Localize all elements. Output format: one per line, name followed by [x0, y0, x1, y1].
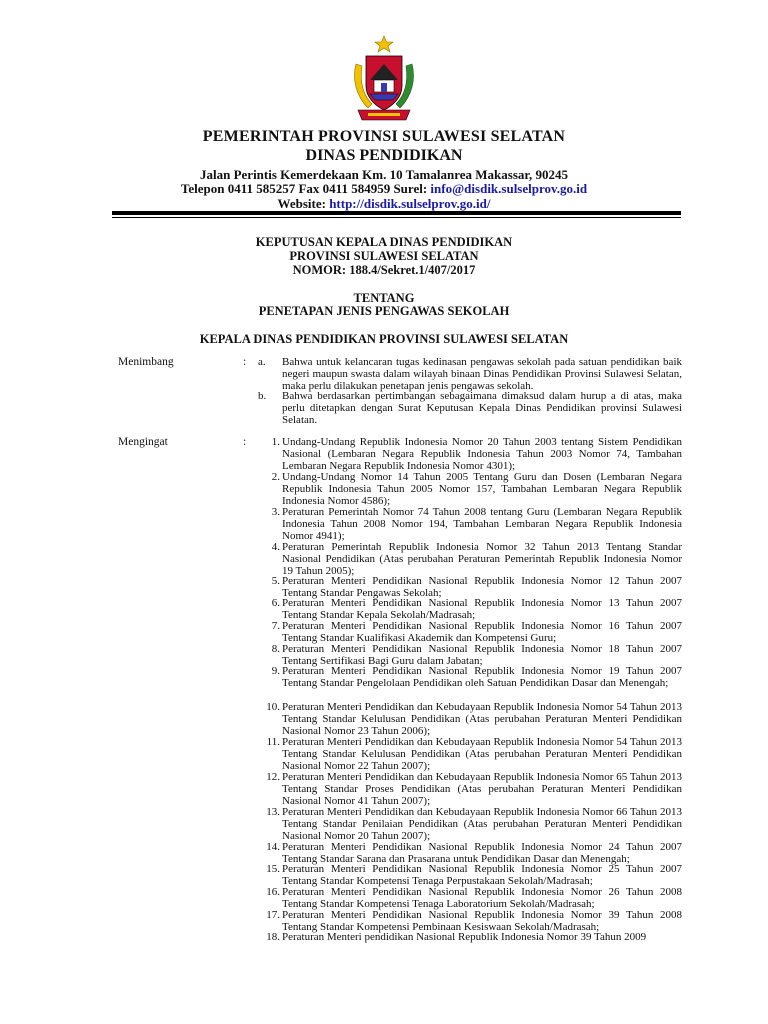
list-item-marker: 2.: [271, 471, 280, 483]
decree-issuer: KEPALA DINAS PENDIDIKAN PROVINSI SULAWESI SELATAN: [199, 332, 569, 346]
list-item-marker: 12.: [266, 771, 280, 783]
list-item-marker: 6.: [271, 597, 280, 609]
letterhead-address: Jalan Perintis Kemerdekaan Km. 10 Tamalanrea Makassar, 90245: [200, 167, 568, 182]
mengingat-label: Mengingat: [118, 436, 168, 448]
decree-title-line1: KEPUTUSAN KEPALA DINAS PENDIDIKAN: [255, 235, 513, 249]
list-item-text: Peraturan Menteri Pendidikan Nasional Republik Indonesia Nomor 39 Tahun 2008 Tentang Standar Kompetensi Pembinaan Kesiswaan Sekolah/Madrasah;: [282, 909, 682, 933]
list-item-text: Peraturan Menteri Pendidikan Nasional Republik Indonesia Nomor 16 Tahun 2007 Tentang Standar Kualifikasi Akademik dan Kompetensi Guru;: [282, 620, 682, 644]
letterhead-divider-thick: [112, 211, 681, 215]
provincial-emblem-icon: [346, 34, 422, 126]
list-item-text: Peraturan Menteri Pendidikan Nasional Republik Indonesia Nomor 12 Tahun 2007 Tentang Standar Pengawas Sekolah;: [282, 575, 682, 599]
decree-about-title: PENETAPAN JENIS PENGAWAS SEKOLAH: [258, 304, 510, 318]
list-item-marker: 7.: [271, 620, 280, 632]
list-item-marker: 4.: [271, 541, 280, 553]
phone-fax-text: Telepon 0411 585257 Fax 0411 584959 Surel:: [180, 181, 431, 196]
list-item-marker: 8.: [271, 643, 280, 655]
list-item-marker: b.: [258, 390, 267, 402]
list-item-marker: 15.: [266, 863, 280, 875]
list-item-text: Peraturan Menteri Pendidikan Nasional Republik Indonesia Nomor 19 Tahun 2007 Tentang Standar Pengelolaan Pendidikan oleh Satuan Pendidikan Dasar dan Menengah;: [282, 665, 682, 689]
list-item-text: Peraturan Menteri Pendidikan dan Kebudayaan Republik Indonesia Nomor 54 Tahun 2013 Tentang Standar Kelulusan Pendidikan (Atas perubahan Peraturan Menteri Pendidikan Nasional Nomor 23 Tahun 2006);: [282, 701, 682, 737]
website-label: Website:: [277, 196, 330, 211]
letterhead-divider-thin: [112, 217, 681, 218]
list-item-marker: 18.: [266, 931, 280, 943]
list-item-text: Peraturan Pemerintah Republik Indonesia Nomor 32 Tahun 2013 Tentang Standar Nasional Pendidikan (Atas perubahan Peraturan Pemerintah Republik Indonesia Nomor 19 Tahun 2005);: [282, 541, 682, 577]
list-item-marker: 11.: [266, 736, 280, 748]
website-link[interactable]: http://disdik.sulselprov.go.id/: [329, 196, 491, 211]
list-item-marker: 5.: [271, 575, 280, 587]
letterhead-phone: [0, 181, 768, 197]
decree-title-line2: PROVINSI SULAWESI SELATAN: [289, 249, 479, 263]
list-item-text: Undang-Undang Republik Indonesia Nomor 20 Tahun 2003 tentang Sistem Pendidikan Nasional (Lembaran Negara Republik Indonesia Tahun 2003 Nomor 74, Tambahan Lembaran Negara Republik Indonesia Nomor 4301);: [282, 436, 682, 472]
list-item-text: Peraturan Menteri Pendidikan Nasional Republik Indonesia Nomor 24 Tahun 2007 Tentang Standar Sarana dan Prasarana untuk Pendidikan Dasar dan Menengah;: [282, 841, 682, 865]
mengingat-colon: :: [243, 436, 247, 448]
menimbang-colon: :: [243, 356, 247, 368]
list-item-text: Peraturan Menteri Pendidikan Nasional Republik Indonesia Nomor 18 Tahun 2007 Tentang Sertifikasi Bagi Guru dalam Jabatan;: [282, 643, 682, 667]
list-item-marker: 1.: [271, 436, 280, 448]
list-item-marker: 13.: [266, 806, 280, 818]
letterhead-website: [0, 196, 768, 212]
list-item-marker: a.: [258, 356, 266, 368]
list-item-text: Peraturan Menteri Pendidikan dan Kebudayaan Republik Indonesia Nomor 65 Tahun 2013 Tentang Standar Proses Pendidikan (Atas perubahan Peraturan Menteri Pendidikan Nasional Nomor 41 Tahun 2007);: [282, 771, 682, 807]
list-item-marker: 14.: [266, 841, 280, 853]
list-item-text: Peraturan Menteri Pendidikan dan Kebudayaan Republik Indonesia Nomor 54 Tahun 2013 Tentang Standar Kelulusan Pendidikan (Atas perubahan Peraturan Menteri Pendidikan Nasional Nomor 22 Tahun 2007);: [282, 736, 682, 772]
letterhead-department: DINAS PENDIDIKAN: [305, 147, 463, 164]
letterhead-title: PEMERINTAH PROVINSI SULAWESI SELATAN: [202, 128, 566, 145]
list-item-text: Peraturan Menteri Pendidikan dan Kebudayaan Republik Indonesia Nomor 66 Tahun 2013 Tentang Standar Penilaian Pendidikan (Atas perubahan Peraturan Menteri Pendidikan Nasional Nomor 20 Tahun 2007);: [282, 806, 682, 842]
list-item-text: Peraturan Menteri Pendidikan Nasional Republik Indonesia Nomor 26 Tahun 2008 Tentang Standar Kompetensi Tenaga Laboratorium Sekolah/Madrasah;: [282, 886, 682, 910]
list-item-marker: 16.: [266, 886, 280, 898]
list-item-text: Peraturan Menteri Pendidikan Nasional Republik Indonesia Nomor 25 Tahun 2007 Tentang Standar Kompetensi Tenaga Perpustakaan Sekolah/Madrasah;: [282, 863, 682, 887]
menimbang-label: Menimbang: [118, 356, 174, 368]
list-item-marker: 9.: [271, 665, 280, 677]
list-item-text: Peraturan Menteri Pendidikan Nasional Republik Indonesia Nomor 13 Tahun 2007 Tentang Standar Kepala Sekolah/Madrasah;: [282, 597, 682, 621]
list-item-marker: 10.: [266, 701, 280, 713]
list-item-marker: 3.: [271, 506, 280, 518]
list-item-text: Bahwa untuk kelancaran tugas kedinasan pengawas sekolah pada satuan pendidikan baik negeri maupun swasta dalam wilayah binaan Dinas Pendidikan Provinsi Sulawesi Selatan, maka perlu dilakukan penetapan jenis pengawas sekolah.: [282, 356, 682, 392]
decree-number: NOMOR: 188.4/Sekret.1/407/2017: [292, 263, 476, 277]
list-item-text: Bahwa berdasarkan pertimbangan sebagaimana dimaksud dalam hurup a di atas, maka perlu ditetapkan dengan Surat Keputusan Kepala Dinas Pendidikan provinsi Sulawesi Selatan.: [282, 390, 682, 426]
decree-about-label: TENTANG: [353, 291, 415, 305]
list-item-text: Peraturan Menteri pendidikan Nasional Republik Indonesia Nomor 39 Tahun 2009: [282, 931, 647, 943]
list-item-text: Peraturan Pemerintah Nomor 74 Tahun 2008 tentang Guru (Lembaran Negara Republik Indonesia Tahun 2008 Nomor 194, Tambahan Lembaran Negara Republik Indonesia Nomor 4941);: [282, 506, 682, 542]
email-link[interactable]: info@disdik.sulselprov.go.id: [430, 181, 588, 196]
list-item-marker: 17.: [266, 909, 280, 921]
list-item-text: Undang-Undang Nomor 14 Tahun 2005 Tentang Guru dan Dosen (Lembaran Negara Republik Indonesia Tahun 2005 Nomor 157, Tambahan Lembaran Negara Republik Indonesia Nomor 4586);: [282, 471, 682, 507]
